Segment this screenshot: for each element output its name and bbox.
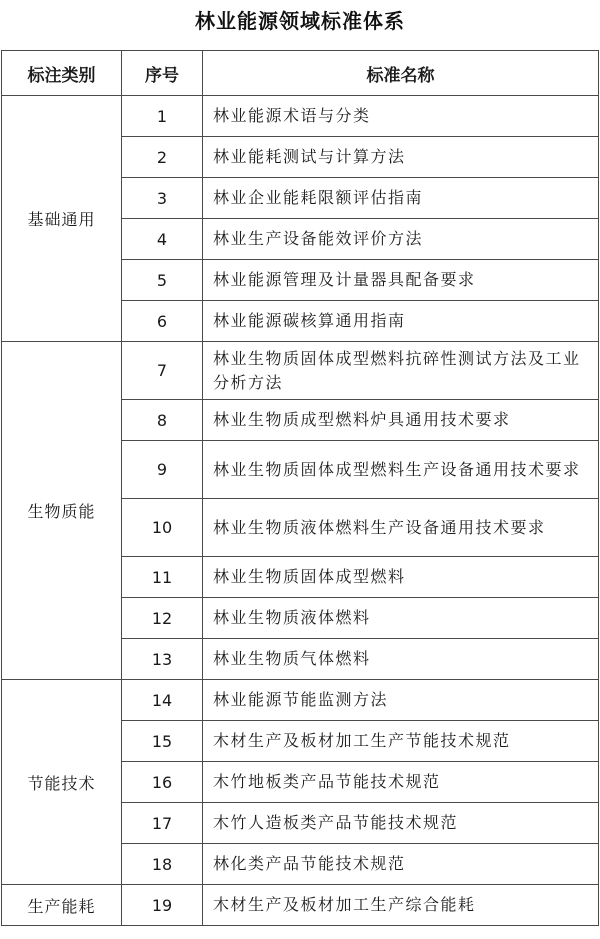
page-title: 林业能源领域标准体系 <box>195 8 405 33</box>
number-cell: 13 <box>122 639 203 680</box>
category-cell: 生物质能 <box>2 342 122 680</box>
number-cell: 8 <box>122 400 203 441</box>
number-cell: 17 <box>122 803 203 844</box>
standard-name-cell: 林业能耗测试与计算方法 <box>203 137 599 178</box>
standard-name-cell: 林业生物质液体燃料 <box>203 598 599 639</box>
category-cell: 节能技术 <box>2 680 122 885</box>
number-cell: 16 <box>122 762 203 803</box>
number-cell: 6 <box>122 301 203 342</box>
standard-name-cell: 木材生产及板材加工生产节能技术规范 <box>203 721 599 762</box>
standard-name-cell: 林业生产设备能效评价方法 <box>203 219 599 260</box>
standards-table <box>1 50 599 926</box>
table-header-row <box>2 51 599 96</box>
standard-name-cell: 林业生物质液体燃料生产设备通用技术要求 <box>203 499 599 557</box>
number-cell: 15 <box>122 721 203 762</box>
number-cell: 4 <box>122 219 203 260</box>
header-category: 标注类别 <box>2 51 122 96</box>
standard-name-cell: 林业生物质固体成型燃料抗碎性测试方法及工业分析方法 <box>203 342 599 400</box>
standard-name-cell: 林业能源碳核算通用指南 <box>203 301 599 342</box>
standard-name-cell: 木竹人造板类产品节能技术规范 <box>203 803 599 844</box>
number-cell: 11 <box>122 557 203 598</box>
number-cell: 2 <box>122 137 203 178</box>
category-cell: 基础通用 <box>2 96 122 342</box>
number-cell: 9 <box>122 441 203 499</box>
number-cell: 5 <box>122 260 203 301</box>
table-row <box>2 96 599 137</box>
standard-name-cell: 林业生物质固体成型燃料生产设备通用技术要求 <box>203 441 599 499</box>
standard-name-cell: 林业生物质固体成型燃料 <box>203 557 599 598</box>
table-row <box>2 342 599 400</box>
standard-name-cell: 林业能源术语与分类 <box>203 96 599 137</box>
standard-name-cell: 木材生产及板材加工生产综合能耗 <box>203 885 599 926</box>
header-name: 标准名称 <box>203 51 599 96</box>
number-cell: 14 <box>122 680 203 721</box>
number-cell: 1 <box>122 96 203 137</box>
category-cell: 生产能耗 <box>2 885 122 926</box>
number-cell: 19 <box>122 885 203 926</box>
number-cell: 10 <box>122 499 203 557</box>
header-number: 序号 <box>122 51 203 96</box>
number-cell: 7 <box>122 342 203 400</box>
number-cell: 3 <box>122 178 203 219</box>
standard-name-cell: 林业能源节能监测方法 <box>203 680 599 721</box>
number-cell: 12 <box>122 598 203 639</box>
standard-name-cell: 林业能源管理及计量器具配备要求 <box>203 260 599 301</box>
table-row <box>2 885 599 926</box>
standard-name-cell: 林业生物质气体燃料 <box>203 639 599 680</box>
standard-name-cell: 林业企业能耗限额评估指南 <box>203 178 599 219</box>
table-body <box>2 96 599 926</box>
standard-name-cell: 林业生物质成型燃料炉具通用技术要求 <box>203 400 599 441</box>
standard-name-cell: 木竹地板类产品节能技术规范 <box>203 762 599 803</box>
table-row <box>2 680 599 721</box>
number-cell: 18 <box>122 844 203 885</box>
standard-name-cell: 林化类产品节能技术规范 <box>203 844 599 885</box>
